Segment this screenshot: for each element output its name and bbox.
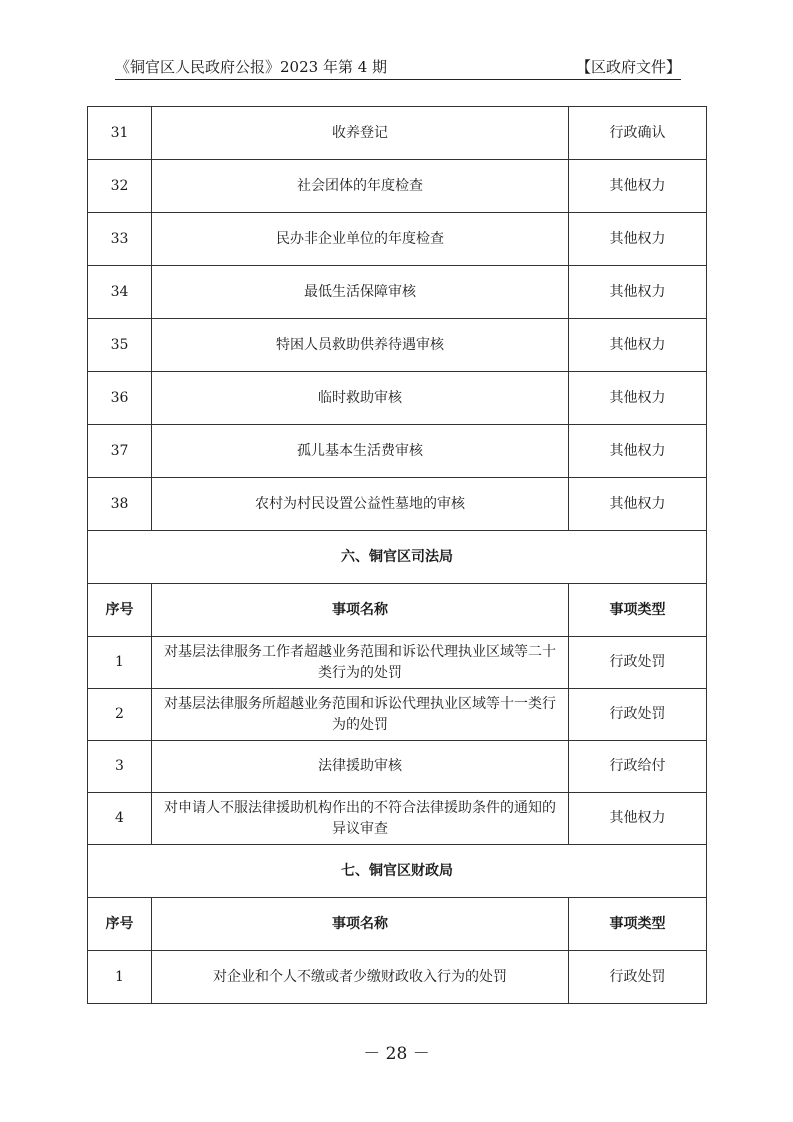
item-type: 行政处罚 xyxy=(569,637,707,689)
table-row xyxy=(88,425,707,478)
item-type: 其他权力 xyxy=(569,793,707,845)
item-type: 行政给付 xyxy=(569,741,707,793)
column-header-row xyxy=(88,898,707,951)
row-number: 31 xyxy=(88,107,152,160)
item-name: 收养登记 xyxy=(152,107,569,160)
column-header-row xyxy=(88,584,707,637)
column-header-number: 序号 xyxy=(88,584,152,637)
row-number: 4 xyxy=(88,793,152,845)
table-row xyxy=(88,478,707,531)
item-type: 其他权力 xyxy=(569,372,707,425)
item-type: 行政处罚 xyxy=(569,951,707,1004)
table-row xyxy=(88,637,707,689)
row-number: 33 xyxy=(88,213,152,266)
item-name: 对申请人不服法律援助机构作出的不符合法律援助条件的通知的异议审查 xyxy=(152,793,569,845)
item-name: 法律援助审核 xyxy=(152,741,569,793)
section-title-row xyxy=(88,531,707,584)
table-row xyxy=(88,160,707,213)
gazette-title: 《铜官区人民政府公报》2023 年第 4 期 xyxy=(115,58,388,76)
page-header xyxy=(115,56,681,78)
header-divider xyxy=(115,79,681,80)
row-number: 1 xyxy=(88,951,152,1004)
table-row xyxy=(88,793,707,845)
table-row xyxy=(88,266,707,319)
items-table xyxy=(87,106,707,1004)
row-number: 3 xyxy=(88,741,152,793)
item-name: 对基层法律服务工作者超越业务范围和诉讼代理执业区域等二十类行为的处罚 xyxy=(152,637,569,689)
row-number: 32 xyxy=(88,160,152,213)
table-row xyxy=(88,319,707,372)
column-header-type: 事项类型 xyxy=(569,584,707,637)
row-number: 38 xyxy=(88,478,152,531)
item-name: 社会团体的年度检查 xyxy=(152,160,569,213)
table-row xyxy=(88,951,707,1004)
column-header-name: 事项名称 xyxy=(152,584,569,637)
page-number: － 28 － xyxy=(363,1044,430,1064)
item-name: 特困人员救助供养待遇审核 xyxy=(152,319,569,372)
column-header-name: 事项名称 xyxy=(152,898,569,951)
item-type: 其他权力 xyxy=(569,478,707,531)
item-type: 其他权力 xyxy=(569,319,707,372)
row-number: 2 xyxy=(88,689,152,741)
item-type: 其他权力 xyxy=(569,160,707,213)
item-type: 行政处罚 xyxy=(569,689,707,741)
item-name: 孤儿基本生活费审核 xyxy=(152,425,569,478)
row-number: 34 xyxy=(88,266,152,319)
item-name: 对基层法律服务所超越业务范围和诉讼代理执业区域等十一类行为的处罚 xyxy=(152,689,569,741)
column-header-number: 序号 xyxy=(88,898,152,951)
table-row xyxy=(88,372,707,425)
row-number: 1 xyxy=(88,637,152,689)
item-name: 对企业和个人不缴或者少缴财政收入行为的处罚 xyxy=(152,951,569,1004)
table-row xyxy=(88,213,707,266)
item-type: 其他权力 xyxy=(569,425,707,478)
item-name: 农村为村民设置公益性墓地的审核 xyxy=(152,478,569,531)
item-name: 民办非企业单位的年度检查 xyxy=(152,213,569,266)
section-title-justice-bureau: 六、铜官区司法局 xyxy=(88,531,707,584)
table-row xyxy=(88,107,707,160)
section-title-finance-bureau: 七、铜官区财政局 xyxy=(88,845,707,898)
item-type: 其他权力 xyxy=(569,213,707,266)
item-name: 临时救助审核 xyxy=(152,372,569,425)
row-number: 37 xyxy=(88,425,152,478)
table-row xyxy=(88,741,707,793)
item-type: 行政确认 xyxy=(569,107,707,160)
row-number: 35 xyxy=(88,319,152,372)
column-header-type: 事项类型 xyxy=(569,898,707,951)
row-number: 36 xyxy=(88,372,152,425)
item-type: 其他权力 xyxy=(569,266,707,319)
section-title-row xyxy=(88,845,707,898)
item-name: 最低生活保障审核 xyxy=(152,266,569,319)
document-category: 【区政府文件】 xyxy=(575,58,681,76)
table-row xyxy=(88,689,707,741)
